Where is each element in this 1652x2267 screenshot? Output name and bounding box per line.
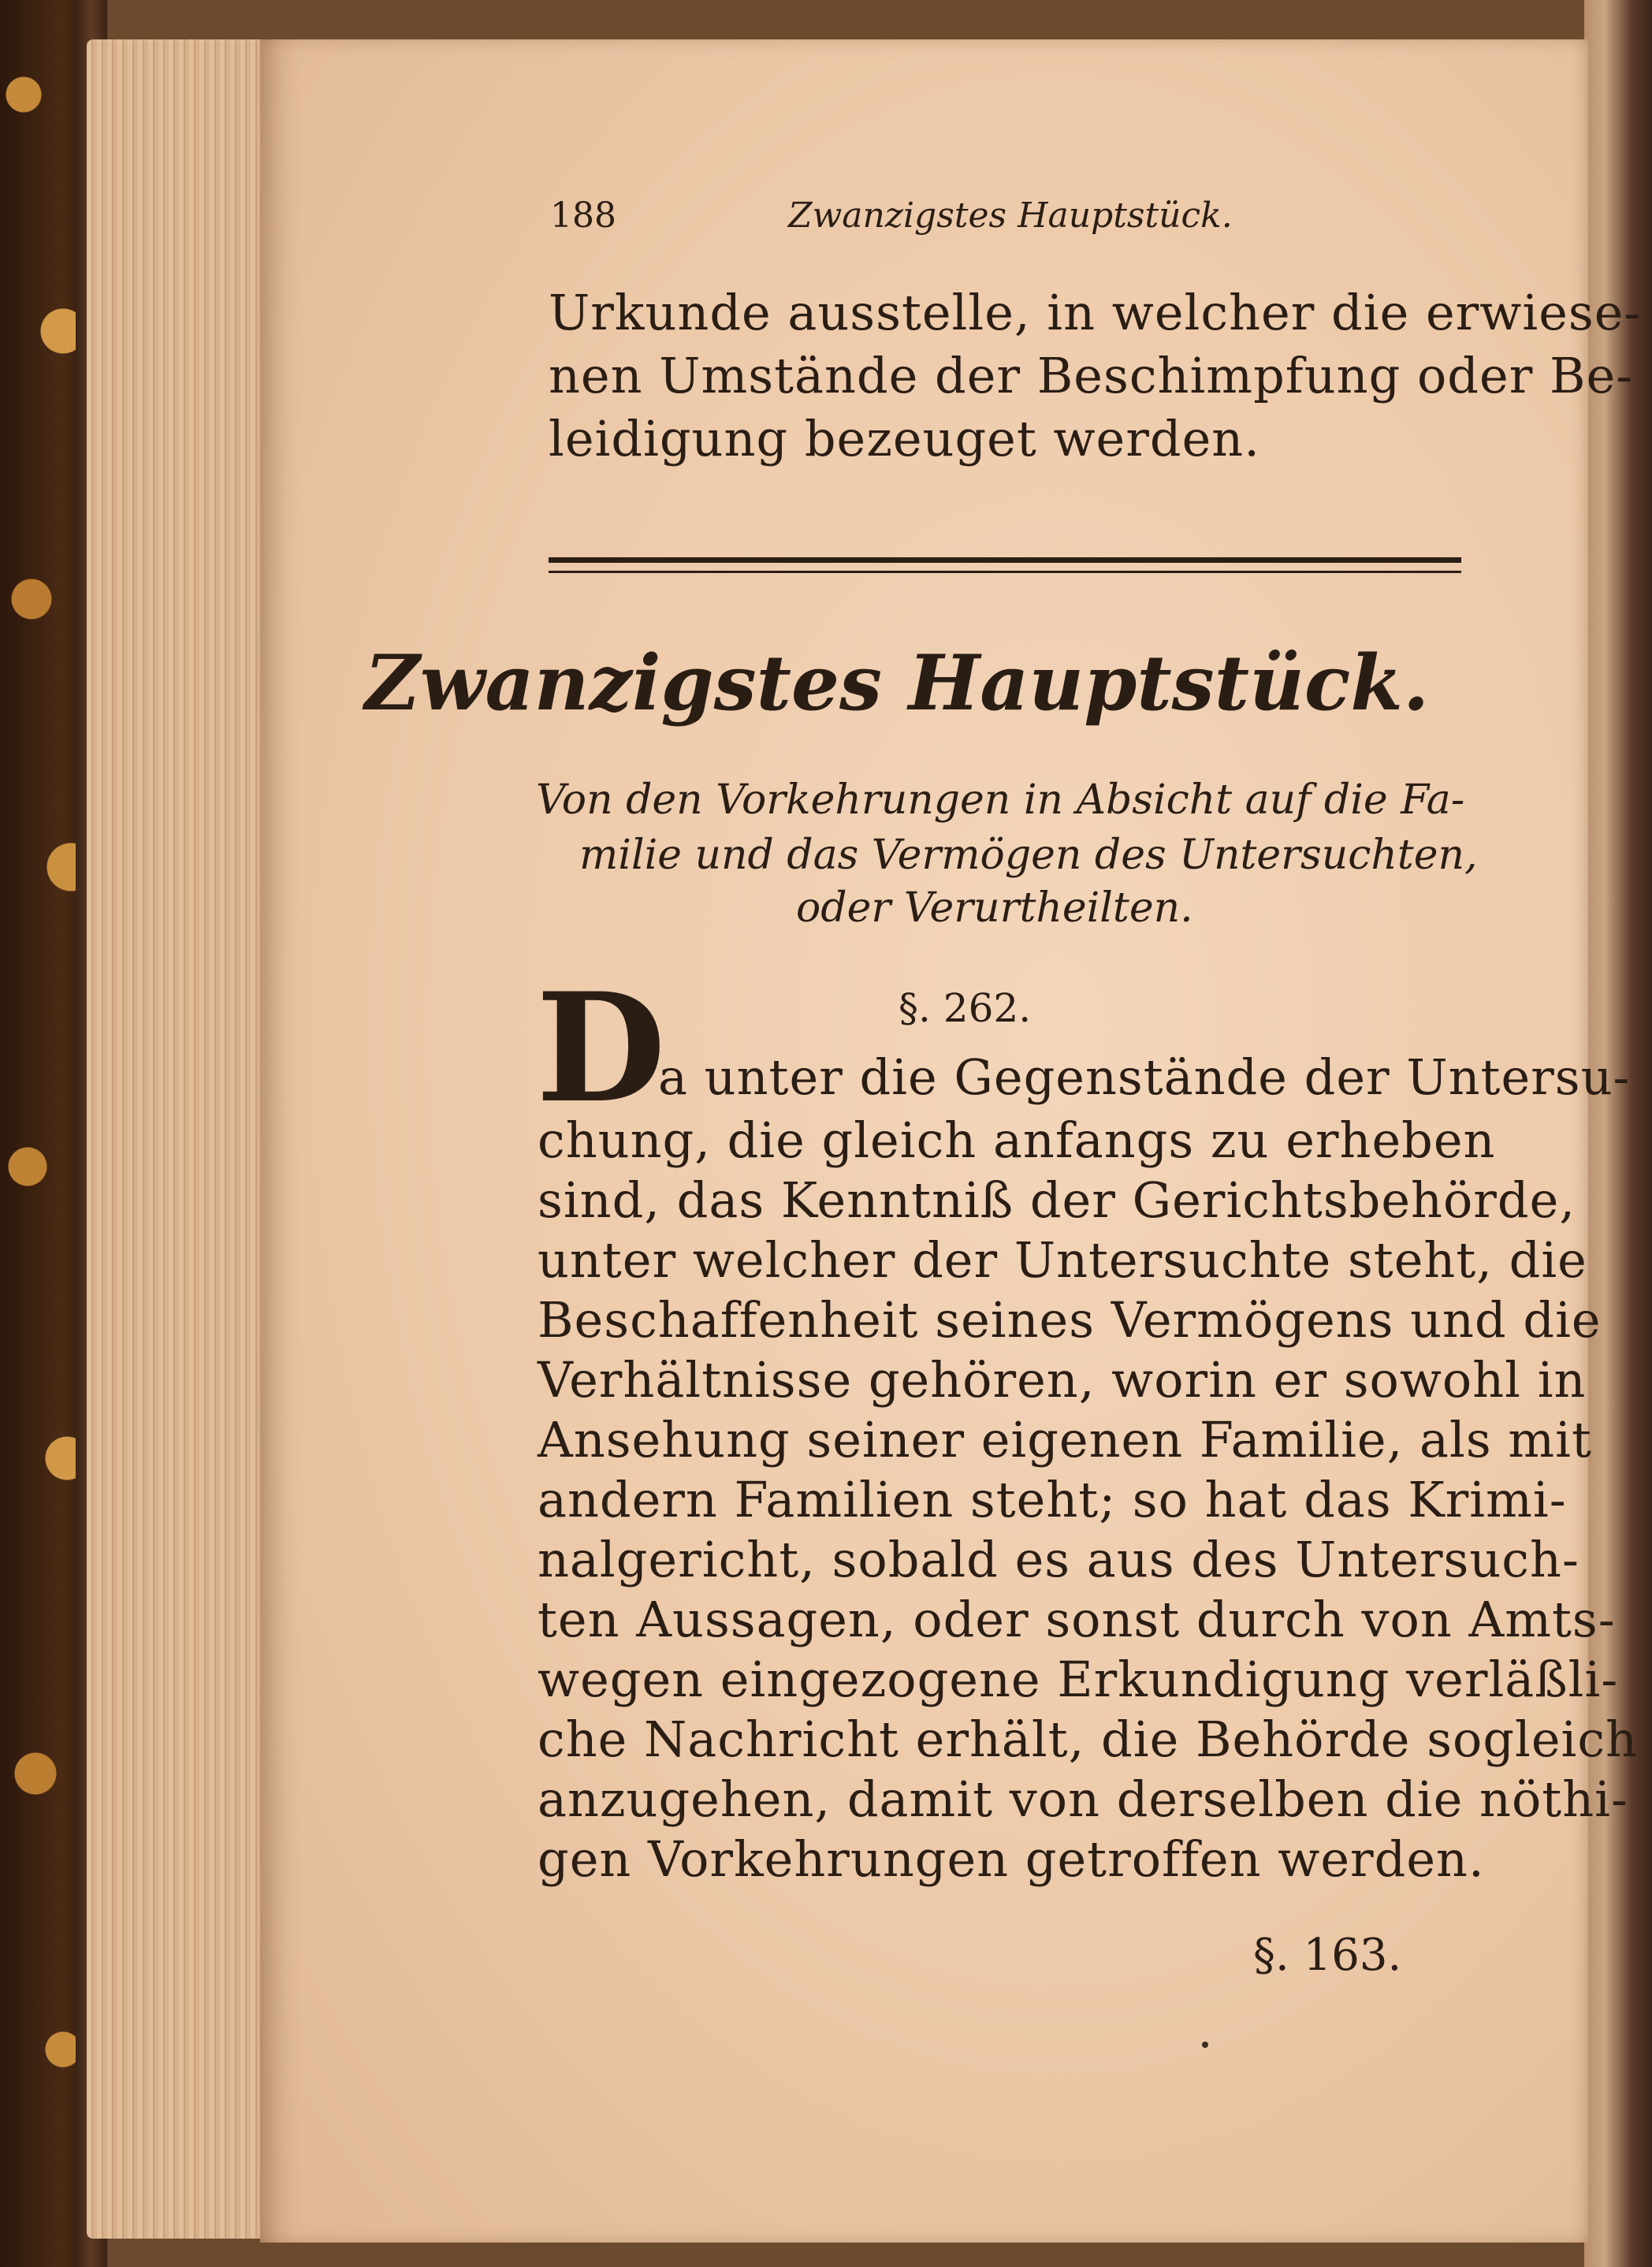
body-line: sind, das Kenntniß der Gerichtsbehörde, (538, 1171, 1576, 1229)
page-stack-edges (87, 39, 268, 2239)
body-line: gen Vorkehrungen getroffen werden. (538, 1830, 1485, 1888)
body-line: Verhältnisse gehören, worin er sowohl in (538, 1351, 1587, 1409)
body-line: Ansehung seiner eigenen Familie, als mit (538, 1411, 1592, 1469)
body-line: ten Aussagen, oder sonst durch von Amts- (538, 1591, 1616, 1648)
chapter-rule-thick (549, 557, 1461, 563)
body-line: anzugehen, damit von derselben die nöthi- (538, 1770, 1628, 1828)
body-line: nalgericht, sobald es aus des Untersuch- (538, 1531, 1579, 1588)
carryover-line: Urkunde ausstelle, in welcher die erwiese- (549, 284, 1642, 341)
body-line: che Nachricht erhält, die Behörde sogleich (538, 1710, 1639, 1768)
body-line: chung, die gleich anfangs zu erheben (538, 1111, 1496, 1169)
chapter-title: Zwanzigstes Hauptstück. (364, 638, 1430, 728)
section-label: §. 262. (899, 985, 1032, 1031)
chapter-subtitle-line: oder Verurtheilten. (796, 884, 1193, 932)
chapter-subtitle-line: milie und das Vermögen des Untersuchten, (579, 832, 1478, 879)
carryover-line: leidigung bezeuget werden. (549, 410, 1260, 467)
running-title: Zwanzigstes Hauptstück. (788, 195, 1233, 236)
body-line: andern Familien steht; so hat das Krimi- (538, 1471, 1567, 1528)
body-line: a unter die Gegenstände der Untersu- (658, 1048, 1631, 1106)
chapter-subtitle-line: Von den Vorkehrungen in Absicht auf die Fa- (536, 776, 1465, 824)
ink-speck (1202, 2042, 1208, 2048)
drop-capital: D (536, 960, 666, 1136)
catchword: §. 163. (1253, 1930, 1402, 1981)
page-number: 188 (550, 195, 616, 236)
body-line: unter welcher der Untersuchte steht, die (538, 1231, 1587, 1289)
carryover-line: nen Umstände der Beschimpfung oder Be- (549, 347, 1634, 404)
body-line: wegen eingezogene Erkundigung verläßli- (538, 1651, 1619, 1708)
body-line: Beschaffenheit seines Vermögens und die (538, 1291, 1602, 1349)
chapter-rule-thin (549, 571, 1461, 573)
